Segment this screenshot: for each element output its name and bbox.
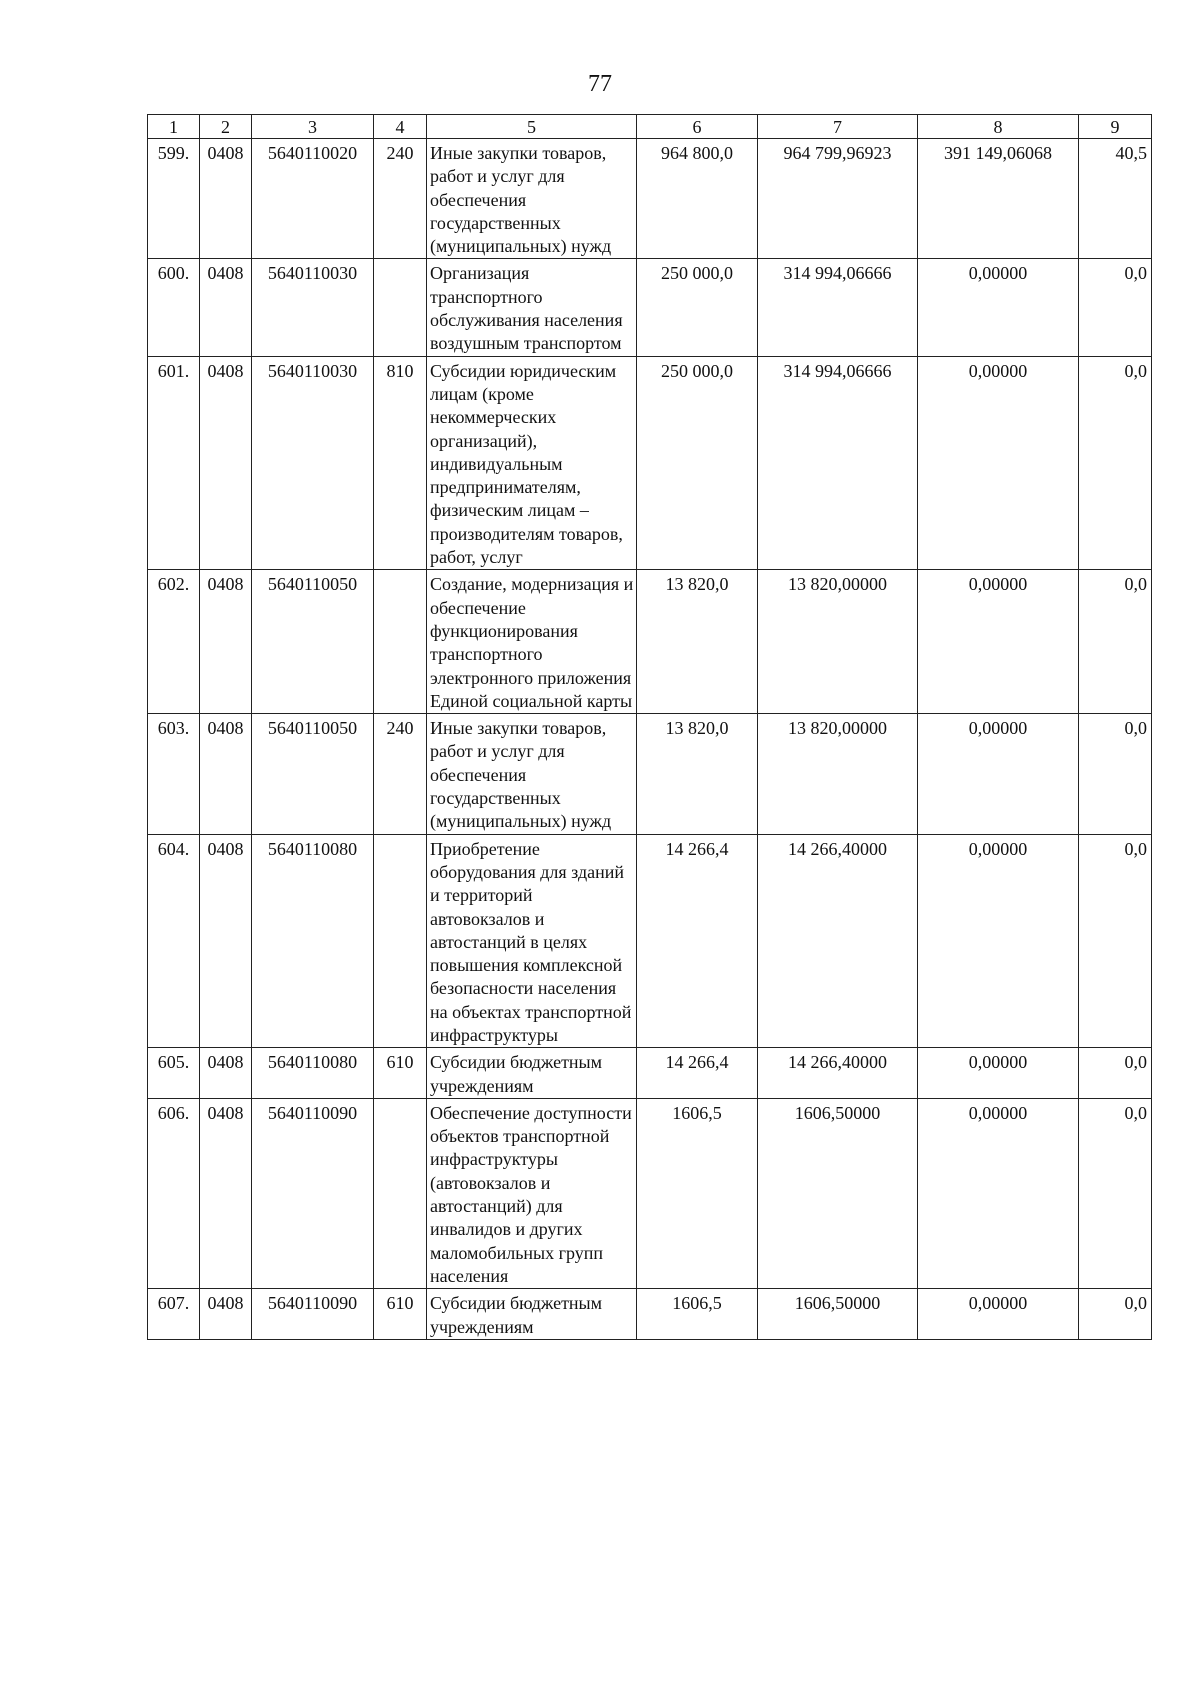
section-code: 0408 xyxy=(200,714,252,834)
section-code: 0408 xyxy=(200,834,252,1048)
refined-amount: 314 994,06666 xyxy=(758,356,918,570)
table-row xyxy=(148,139,1152,259)
target-article-code: 5640110080 xyxy=(252,834,374,1048)
executed-amount: 0,00000 xyxy=(918,1098,1079,1288)
table-body xyxy=(148,139,1152,1340)
header-cell-7: 7 xyxy=(758,115,918,139)
item-name: Организация транспортного обслуживания населения воздушным транспортом xyxy=(427,259,637,356)
target-article-code: 5640110030 xyxy=(252,259,374,356)
target-article-code: 5640110050 xyxy=(252,714,374,834)
target-article-code: 5640110090 xyxy=(252,1098,374,1288)
execution-percent: 0,0 xyxy=(1079,1098,1152,1288)
refined-amount: 314 994,06666 xyxy=(758,259,918,356)
expense-type-code: 610 xyxy=(374,1289,427,1340)
row-number: 607. xyxy=(148,1289,200,1340)
header-cell-3: 3 xyxy=(252,115,374,139)
refined-amount: 13 820,00000 xyxy=(758,570,918,714)
item-name: Приобретение оборудования для зданий и территорий автовокзалов и автостанций в целях повышения комплексной безопасности населения на объектах транспортной инфраструктуры xyxy=(427,834,637,1048)
table-row xyxy=(148,834,1152,1048)
item-name: Обеспечение доступности объектов транспортной инфраструктуры (автовокзалов и автостанций) для инвалидов и других маломобильных групп населения xyxy=(427,1098,637,1288)
executed-amount: 0,00000 xyxy=(918,1289,1079,1340)
budget-table xyxy=(147,114,1152,1340)
item-name: Иные закупки товаров, работ и услуг для обеспечения государственных (муниципальных) нужд xyxy=(427,139,637,259)
row-number: 600. xyxy=(148,259,200,356)
expense-type-code xyxy=(374,259,427,356)
plan-amount: 13 820,0 xyxy=(637,714,758,834)
target-article-code: 5640110090 xyxy=(252,1289,374,1340)
header-cell-6: 6 xyxy=(637,115,758,139)
row-number: 605. xyxy=(148,1048,200,1099)
section-code: 0408 xyxy=(200,570,252,714)
executed-amount: 0,00000 xyxy=(918,356,1079,570)
section-code: 0408 xyxy=(200,1048,252,1099)
expense-type-code xyxy=(374,834,427,1048)
target-article-code: 5640110030 xyxy=(252,356,374,570)
target-article-code: 5640110080 xyxy=(252,1048,374,1099)
table-row xyxy=(148,570,1152,714)
row-number: 603. xyxy=(148,714,200,834)
table-row xyxy=(148,259,1152,356)
section-code: 0408 xyxy=(200,1289,252,1340)
table-row xyxy=(148,1098,1152,1288)
header-cell-9: 9 xyxy=(1079,115,1152,139)
table-row xyxy=(148,1048,1152,1099)
executed-amount: 0,00000 xyxy=(918,1048,1079,1099)
expense-type-code xyxy=(374,570,427,714)
plan-amount: 14 266,4 xyxy=(637,1048,758,1099)
item-name: Субсидии бюджетным учреждениям xyxy=(427,1289,637,1340)
execution-percent: 0,0 xyxy=(1079,1289,1152,1340)
row-number: 604. xyxy=(148,834,200,1048)
plan-amount: 964 800,0 xyxy=(637,139,758,259)
refined-amount: 14 266,40000 xyxy=(758,1048,918,1099)
table-header-row xyxy=(148,115,1152,139)
row-number: 601. xyxy=(148,356,200,570)
header-cell-1: 1 xyxy=(148,115,200,139)
execution-percent: 40,5 xyxy=(1079,139,1152,259)
plan-amount: 250 000,0 xyxy=(637,259,758,356)
execution-percent: 0,0 xyxy=(1079,1048,1152,1099)
table-row xyxy=(148,1289,1152,1340)
row-number: 599. xyxy=(148,139,200,259)
expense-type-code: 610 xyxy=(374,1048,427,1099)
target-article-code: 5640110050 xyxy=(252,570,374,714)
header-cell-2: 2 xyxy=(200,115,252,139)
refined-amount: 964 799,96923 xyxy=(758,139,918,259)
table-row xyxy=(148,356,1152,570)
refined-amount: 1606,50000 xyxy=(758,1098,918,1288)
row-number: 602. xyxy=(148,570,200,714)
refined-amount: 1606,50000 xyxy=(758,1289,918,1340)
section-code: 0408 xyxy=(200,259,252,356)
section-code: 0408 xyxy=(200,1098,252,1288)
plan-amount: 1606,5 xyxy=(637,1289,758,1340)
item-name: Иные закупки товаров, работ и услуг для обеспечения государственных (муниципальных) нужд xyxy=(427,714,637,834)
target-article-code: 5640110020 xyxy=(252,139,374,259)
executed-amount: 391 149,06068 xyxy=(918,139,1079,259)
execution-percent: 0,0 xyxy=(1079,714,1152,834)
refined-amount: 14 266,40000 xyxy=(758,834,918,1048)
execution-percent: 0,0 xyxy=(1079,259,1152,356)
table-row xyxy=(148,714,1152,834)
execution-percent: 0,0 xyxy=(1079,570,1152,714)
item-name: Создание, модернизация и обеспечение функционирования транспортного электронного приложения Единой социальной карты xyxy=(427,570,637,714)
plan-amount: 13 820,0 xyxy=(637,570,758,714)
page-number: 77 xyxy=(588,71,612,97)
header-cell-5: 5 xyxy=(427,115,637,139)
refined-amount: 13 820,00000 xyxy=(758,714,918,834)
item-name: Субсидии юридическим лицам (кроме некоммерческих организаций), индивидуальным предпринимателям, физическим лицам – производителям товаров, работ, услуг xyxy=(427,356,637,570)
row-number: 606. xyxy=(148,1098,200,1288)
execution-percent: 0,0 xyxy=(1079,356,1152,570)
executed-amount: 0,00000 xyxy=(918,714,1079,834)
plan-amount: 1606,5 xyxy=(637,1098,758,1288)
item-name: Субсидии бюджетным учреждениям xyxy=(427,1048,637,1099)
section-code: 0408 xyxy=(200,139,252,259)
executed-amount: 0,00000 xyxy=(918,259,1079,356)
expense-type-code: 240 xyxy=(374,139,427,259)
executed-amount: 0,00000 xyxy=(918,834,1079,1048)
header-cell-8: 8 xyxy=(918,115,1079,139)
plan-amount: 14 266,4 xyxy=(637,834,758,1048)
section-code: 0408 xyxy=(200,356,252,570)
header-cell-4: 4 xyxy=(374,115,427,139)
expense-type-code: 810 xyxy=(374,356,427,570)
executed-amount: 0,00000 xyxy=(918,570,1079,714)
expense-type-code: 240 xyxy=(374,714,427,834)
expense-type-code xyxy=(374,1098,427,1288)
execution-percent: 0,0 xyxy=(1079,834,1152,1048)
plan-amount: 250 000,0 xyxy=(637,356,758,570)
